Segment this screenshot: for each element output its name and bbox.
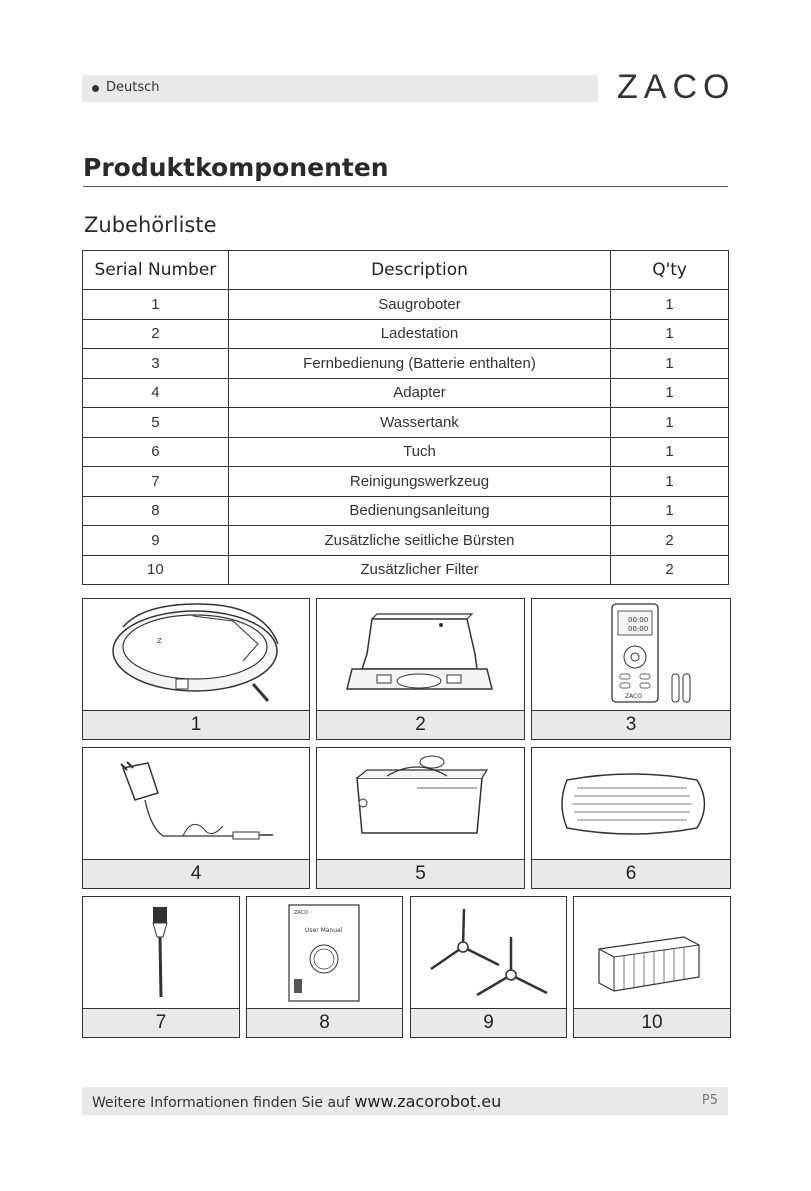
- manual-brand: ZACO: [294, 910, 309, 916]
- table-row: [83, 349, 729, 379]
- component-label: 4: [83, 859, 309, 888]
- serial-cell: 4: [83, 378, 229, 408]
- serial-cell: 9: [83, 526, 229, 556]
- serial-cell: 5: [83, 408, 229, 438]
- description-cell: Fernbedienung (Batterie enthalten): [228, 349, 610, 379]
- manual-title: User Manual: [305, 927, 343, 934]
- remote-control-icon: [532, 599, 730, 711]
- quantity-cell: 1: [611, 496, 729, 526]
- language-bar: [82, 75, 598, 102]
- bullet-icon: [92, 85, 99, 92]
- quantity-cell: 1: [611, 290, 729, 320]
- remote-display-line: 00:00: [628, 625, 649, 633]
- serial-cell: 8: [83, 496, 229, 526]
- table-row: [83, 408, 729, 438]
- quantity-cell: 1: [611, 408, 729, 438]
- filter-icon: [574, 897, 730, 1009]
- component-label: 10: [574, 1008, 730, 1037]
- table-row: [83, 437, 729, 467]
- quantity-cell: 2: [611, 555, 729, 585]
- robot-vacuum-icon: [83, 599, 309, 711]
- description-cell: Saugroboter: [228, 290, 610, 320]
- component-card-water-tank: [316, 747, 525, 889]
- table-row: [83, 526, 729, 556]
- title-divider: [83, 186, 728, 187]
- component-label: 2: [317, 710, 524, 739]
- description-cell: Adapter: [228, 378, 610, 408]
- description-cell: Reinigungswerkzeug: [228, 467, 610, 497]
- table-row: [83, 319, 729, 349]
- table-row: [83, 378, 729, 408]
- table-row: [83, 467, 729, 497]
- column-header-serial: Serial Number: [83, 251, 229, 290]
- footer-text: [92, 1092, 501, 1111]
- table-row: [83, 496, 729, 526]
- serial-cell: 1: [83, 290, 229, 320]
- column-header-description: Description: [228, 251, 610, 290]
- component-label: 1: [83, 710, 309, 739]
- water-tank-icon: [317, 748, 524, 860]
- footer-info: Weitere Informationen finden Sie auf: [92, 1095, 350, 1111]
- quantity-cell: 1: [611, 319, 729, 349]
- component-card-side-brushes: [410, 896, 567, 1038]
- component-card-remote: [531, 598, 731, 740]
- page-title: Produktkomponenten: [83, 153, 389, 182]
- mop-cloth-icon: [532, 748, 730, 860]
- website-link[interactable]: www.zacorobot.eu: [354, 1092, 502, 1111]
- accessory-table: [82, 250, 729, 585]
- user-manual-icon: [247, 897, 402, 1009]
- component-label: 6: [532, 859, 730, 888]
- remote-brand: ZACO: [625, 693, 643, 700]
- column-header-quantity: Q'ty: [611, 251, 729, 290]
- description-cell: Zusätzliche seitliche Bürsten: [228, 526, 610, 556]
- serial-cell: 7: [83, 467, 229, 497]
- description-cell: Bedienungsanleitung: [228, 496, 610, 526]
- table-header-row: [83, 251, 729, 290]
- quantity-cell: 1: [611, 349, 729, 379]
- component-label: 8: [247, 1008, 402, 1037]
- component-card-cleaning-tool: [82, 896, 240, 1038]
- serial-cell: 10: [83, 555, 229, 585]
- component-label: 9: [411, 1008, 566, 1037]
- cleaning-brush-icon: [83, 897, 239, 1009]
- component-card-filter: [573, 896, 731, 1038]
- description-cell: Wassertank: [228, 408, 610, 438]
- description-cell: Zusätzlicher Filter: [228, 555, 610, 585]
- charging-station-icon: [317, 599, 524, 711]
- component-label: 7: [83, 1008, 239, 1037]
- section-subtitle: Zubehörliste: [84, 213, 217, 237]
- serial-cell: 2: [83, 319, 229, 349]
- serial-cell: 6: [83, 437, 229, 467]
- component-card-cloth: [531, 747, 731, 889]
- component-label: 3: [532, 710, 730, 739]
- quantity-cell: 2: [611, 526, 729, 556]
- component-card-charging-station: [316, 598, 525, 740]
- side-brushes-icon: [411, 897, 566, 1009]
- brand-logo: ZACO: [617, 68, 736, 106]
- quantity-cell: 1: [611, 437, 729, 467]
- table-row: [83, 290, 729, 320]
- page-number: P5: [701, 1093, 718, 1108]
- svg-text:Z: Z: [157, 637, 162, 645]
- description-cell: Tuch: [228, 437, 610, 467]
- component-card-manual: [246, 896, 403, 1038]
- quantity-cell: 1: [611, 467, 729, 497]
- power-adapter-icon: [83, 748, 309, 860]
- footer-bar: [82, 1087, 728, 1115]
- component-label: 5: [317, 859, 524, 888]
- component-card-adapter: [82, 747, 310, 889]
- component-card-robot: [82, 598, 310, 740]
- remote-display-line: 00:00: [628, 616, 649, 624]
- serial-cell: 3: [83, 349, 229, 379]
- description-cell: Ladestation: [228, 319, 610, 349]
- language-label: Deutsch: [106, 80, 160, 95]
- table-row: [83, 555, 729, 585]
- quantity-cell: 1: [611, 378, 729, 408]
